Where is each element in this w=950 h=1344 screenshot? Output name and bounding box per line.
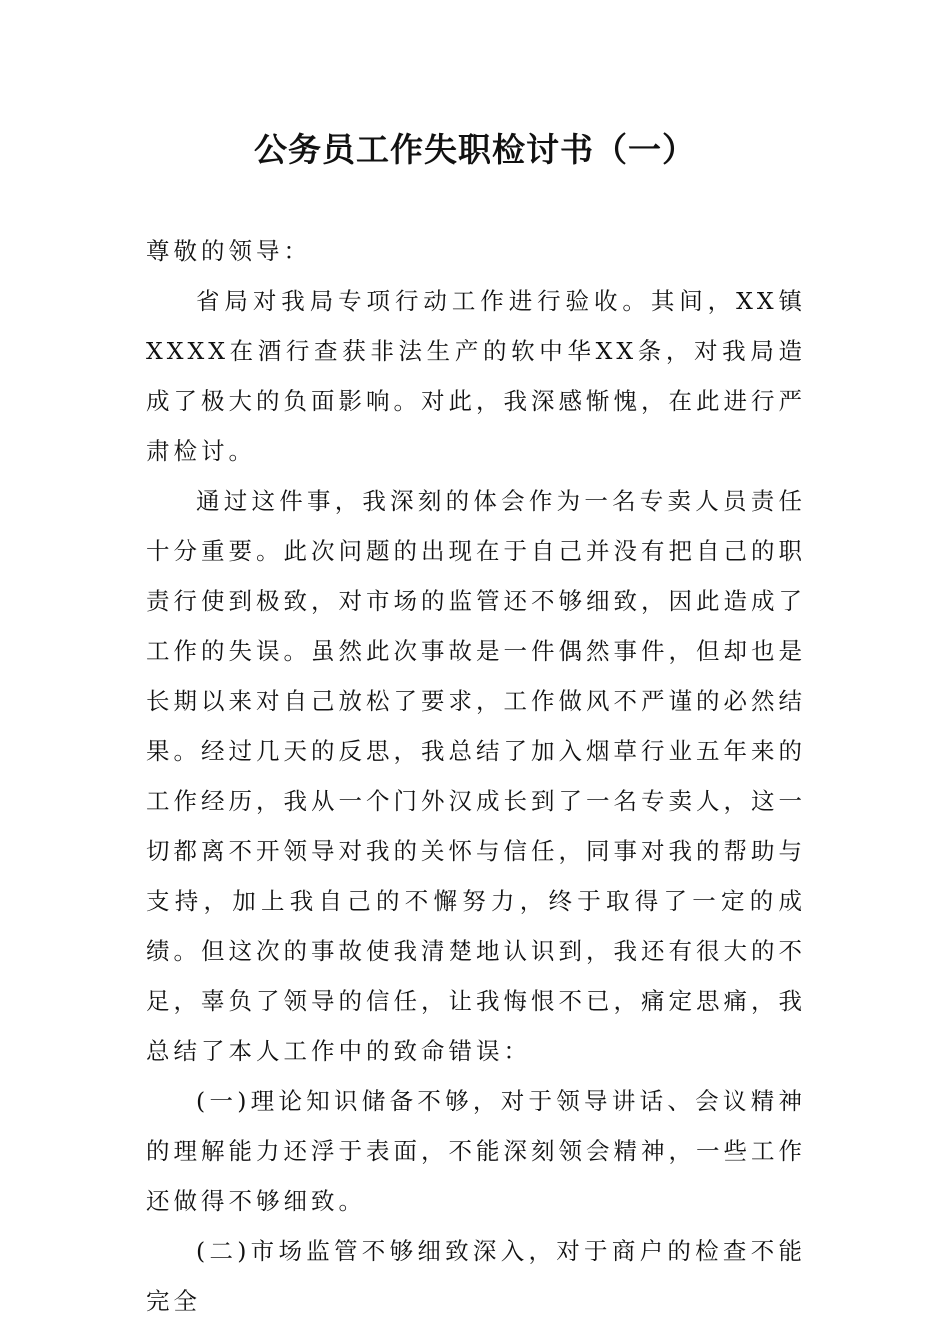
document-body [146, 226, 806, 1326]
paragraph-2: 通过这件事，我深刻的体会作为一名专卖人员责任十分重要。此次问题的出现在于自己并没有把自己的职责行使到极致，对市场的监管还不够细致，因此造成了工作的失误。虽然此次事故是一件偶然事件，但却也是长期以来对自己放松了要求，工作做风不严谨的必然结果。经过几天的反思，我总结了加入烟草行业五年来的工作经历，我从一个门外汉成长到了一名专卖人，这一切都离不开领导对我的关怀与信任，同事对我的帮助与支持，加上我自己的不懈努力，终于取得了一定的成绩。但这次的事故使我清楚地认识到，我还有很大的不足，辜负了领导的信任，让我悔恨不已，痛定思痛，我总结了本人工作中的致命错误： [146, 487, 806, 1065]
document-title: 公务员工作失职检讨书（一） [254, 130, 696, 169]
paragraph-4: (二)市场监管不够细致深入，对于商户的检查不能完全 [146, 1237, 806, 1315]
paragraph-1: 省局对我局专项行动工作进行验收。其间，XX镇XXXX在酒行查获非法生产的软中华XX条，对我局造成了极大的负面影响。对此，我深感惭愧，在此进行严肃检讨。 [146, 287, 806, 465]
salutation: 尊敬的领导： [146, 237, 311, 265]
paragraph-3: (一)理论知识储备不够，对于领导讲话、会议精神的理解能力还浮于表面，不能深刻领会精神，一些工作还做得不够细致。 [146, 1087, 806, 1215]
